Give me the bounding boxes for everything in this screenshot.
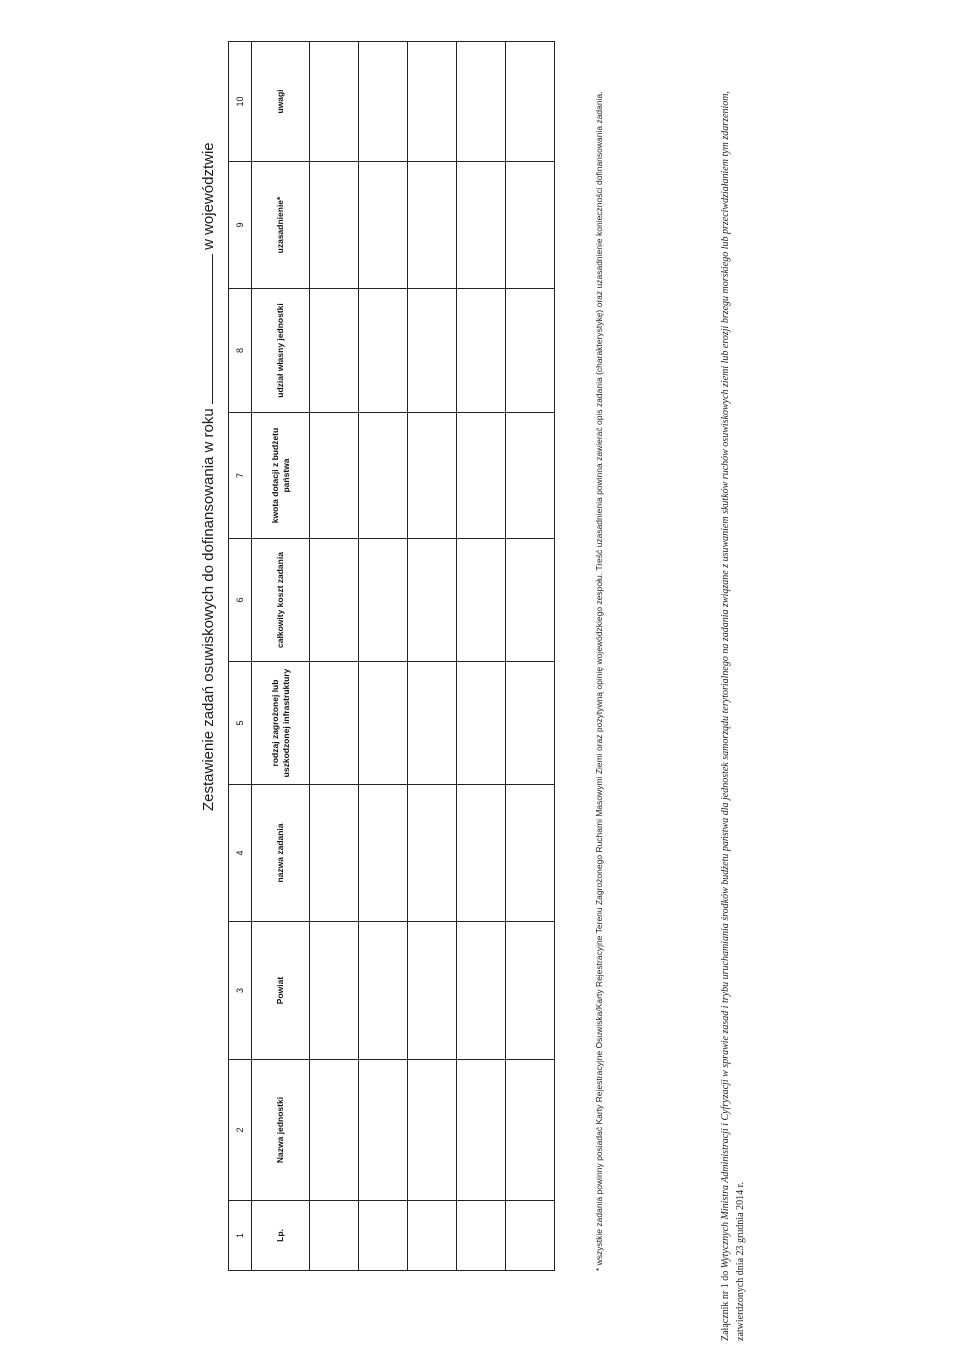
col-num: 10 [229, 42, 252, 162]
footnote: * wszystkie zadania powinny posiadać Karty Rejestracyjne Osuwiska/Karty Rejestracyjne Terenu Zagrożonego Ruchami Masowymi Ziemi oraz pozytywną opinię wojewódzkiego zespołu. Treść uzasadnienia powinna zawierać opis zadania (charakterystykę) oraz uzasadnienie konieczności dofinansowania zadania. [594, 91, 604, 1271]
header-row [252, 42, 310, 1271]
table-row [310, 42, 359, 1271]
year-blank [198, 254, 213, 404]
footer-end: , zatwierdzonych dnia 23 grudnia 2014 r. [720, 90, 746, 1341]
header-county: Powiat [252, 922, 310, 1060]
header-task-name: nazwa zadania [252, 785, 310, 922]
table-row [506, 42, 555, 1271]
header-infrastructure: rodzaj zagrożonej lub uszkodzonej infrastruktury [252, 662, 310, 785]
attachment-footer [718, 51, 748, 1341]
title-part1: Zestawienie zadań osuwiskowych do dofinansowania w roku [200, 408, 217, 811]
tasks-table [228, 41, 555, 1271]
col-num: 8 [229, 289, 252, 413]
col-num: 6 [229, 539, 252, 662]
table-row [408, 42, 457, 1271]
footer-start: Załącznik nr 1 do [720, 1268, 731, 1341]
header-total-cost: całkowity koszt zadania [252, 539, 310, 662]
header-unit-name: Nazwa jednostki [252, 1060, 310, 1201]
col-num: 4 [229, 785, 252, 922]
header-subsidy: kwota dotacji z budżetu państwa [252, 413, 310, 539]
title-part2: w województwie [200, 142, 217, 250]
col-num: 2 [229, 1060, 252, 1201]
header-remarks: uwagi [252, 42, 310, 162]
page-title [198, 142, 217, 811]
table-row [457, 42, 506, 1271]
table-row [359, 42, 408, 1271]
col-num: 9 [229, 162, 252, 289]
column-number-row [229, 42, 252, 1271]
footer-italic: Wytycznych Ministra Administracji i Cyfryzacji w sprawie zasad i trybu uruchamiania środków budżetu państwa dla jednostek samorządu terytorialnego na zadania związane z usuwaniem skutków ruchów osuwiskowych ziemi lub erozji brzegu morskiego lub przeciwdziałaniem tym zdarzeniom [720, 93, 731, 1269]
header-justification: uzasadnienie* [252, 162, 310, 289]
col-num: 5 [229, 662, 252, 785]
col-num: 7 [229, 413, 252, 539]
col-num: 1 [229, 1201, 252, 1271]
col-num: 3 [229, 922, 252, 1060]
header-own-share: udział własny jednostki [252, 289, 310, 413]
header-lp: Lp. [252, 1201, 310, 1271]
